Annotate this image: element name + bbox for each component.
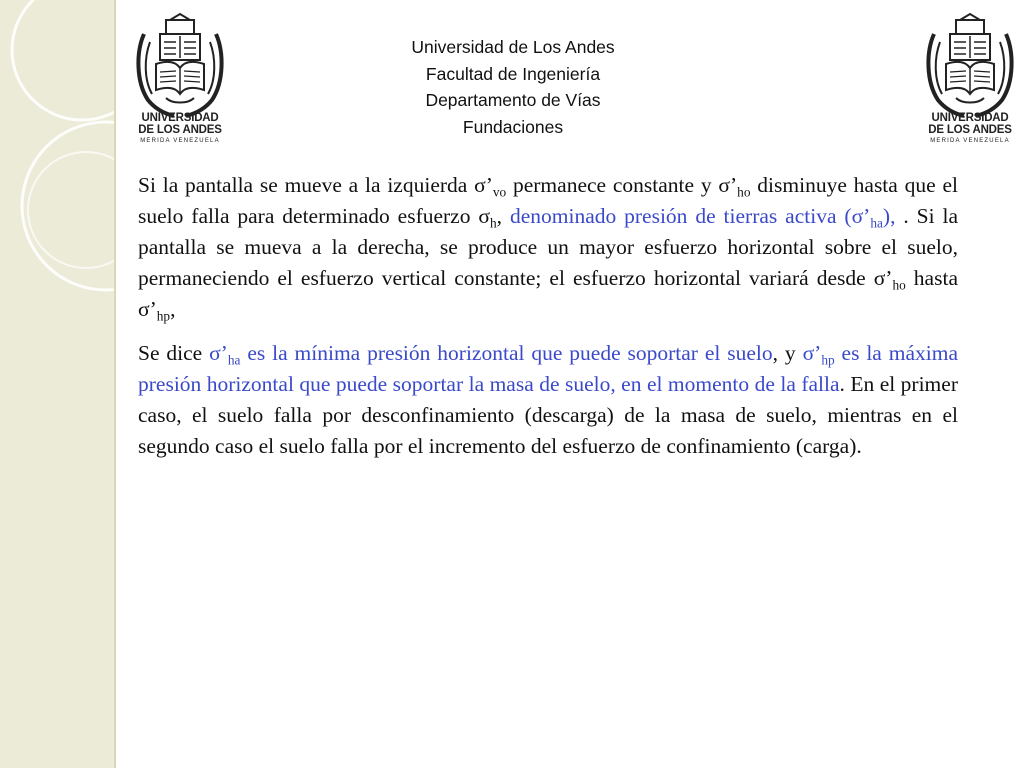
slide-header <box>330 34 696 140</box>
subscript: ha <box>870 215 883 231</box>
header-faculty: Facultad de Ingeniería <box>425 63 601 84</box>
decorative-sidebar <box>0 0 114 768</box>
header-department: Departamento de Vías <box>425 90 601 110</box>
sigma-symbol: σ’ <box>851 204 871 228</box>
header-course: Fundaciones <box>462 116 564 137</box>
sigma-symbol: σ’ <box>873 266 893 290</box>
decorative-arcs <box>0 0 114 768</box>
text-run: . En el primer caso, el suelo falla por desconfinamiento (descarga) de la masa de suelo, mientras en el segundo caso el suelo falla por el incremento del esfuerzo de confinamiento (carga). <box>138 372 958 458</box>
subscript: h <box>489 215 497 231</box>
university-logo-right <box>920 12 1020 152</box>
subscript: vo <box>492 184 507 200</box>
text-run: hasta <box>905 266 958 290</box>
logo-city: MERIDA VENEZUELA <box>140 138 220 144</box>
subscript: ho <box>892 277 906 293</box>
university-seal-icon <box>130 12 230 122</box>
text-run: Se dice <box>138 341 210 365</box>
logo-name-line1: UNIVERSIDAD <box>141 112 219 124</box>
text-run: denominado presión de tierras activa ( <box>509 204 852 228</box>
sigma-symbol: σ’ <box>138 297 157 321</box>
paragraph-active-passive <box>138 170 958 325</box>
logo-name-line1: UNIVERSIDAD <box>931 112 1009 124</box>
text-run: Si la pantalla se mueve a la izquierda <box>138 173 475 197</box>
logo-name-line2: DE LOS ANDES <box>138 124 222 136</box>
logo-name-line2: DE LOS ANDES <box>928 124 1012 136</box>
sigma-symbol: σ’ <box>802 341 822 365</box>
text-run: ), <box>882 204 896 228</box>
text-run: permanece constante y <box>506 173 719 197</box>
university-seal-icon <box>920 12 1020 122</box>
logo-city: MERIDA VENEZUELA <box>930 138 1010 144</box>
text-run: , <box>170 297 176 321</box>
subscript: ho <box>737 184 751 200</box>
header-university: Universidad de Los Andes <box>411 37 615 57</box>
text-run: es la máxima presión horizontal que puede soportar la masa de suelo, en el momento de la falla <box>138 341 958 396</box>
paragraph-min-max-pressure <box>138 338 958 462</box>
slide-body <box>138 170 958 462</box>
subscript: hp <box>821 352 835 368</box>
text-run: , <box>496 204 510 228</box>
active-pressure-definition <box>509 204 896 231</box>
subscript: hp <box>156 308 171 324</box>
text-run: es la mínima presión horizontal que puede soportar el suelo <box>240 341 773 365</box>
sigma-symbol: σ <box>478 204 490 228</box>
text-run: . Si la pantalla se mueva a la derecha, se produce un mayor esfuerzo horizontal sobre el suelo, permaneciendo el esfuerzo vertical constante; el esfuerzo horizontal variará desde <box>138 204 959 290</box>
sigma-symbol: σ’ <box>209 341 228 365</box>
university-logo-left <box>130 12 230 152</box>
text-run: disminuye hasta que el suelo falla para determinado esfuerzo <box>138 173 958 228</box>
sidebar-divider <box>114 0 116 768</box>
sigma-symbol: σ’ <box>474 173 493 197</box>
text-run: , y <box>772 341 803 365</box>
subscript: ha <box>227 352 241 368</box>
sigma-symbol: σ’ <box>718 173 738 197</box>
min-pressure-definition <box>209 341 773 368</box>
